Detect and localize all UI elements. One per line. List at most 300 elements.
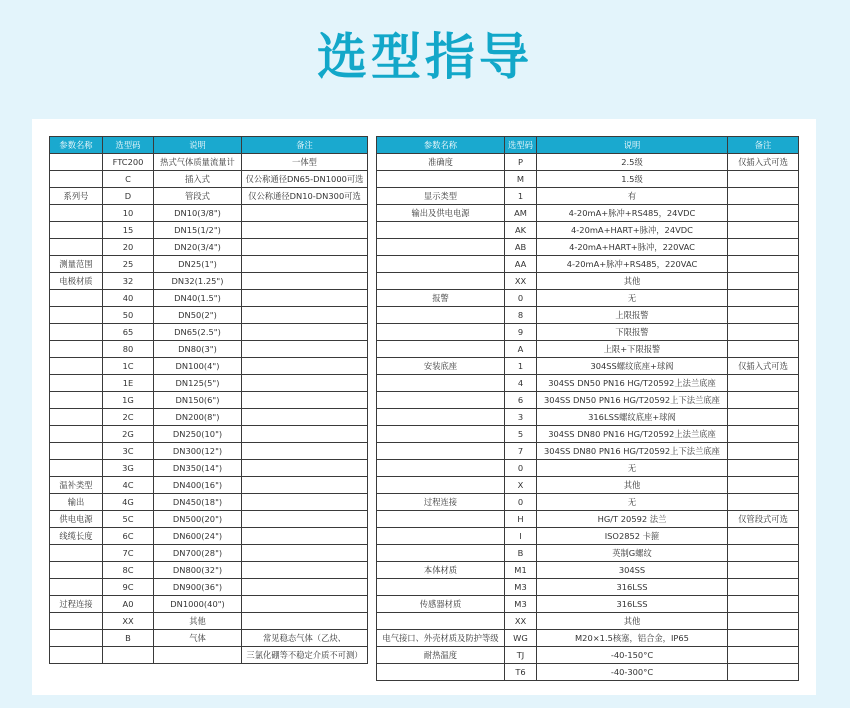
remark-cell — [728, 409, 799, 426]
param-name-cell: 安装底座 — [377, 358, 505, 375]
param-name-cell: 电极材质 — [50, 273, 103, 290]
table-row — [50, 596, 368, 613]
remark-cell — [728, 494, 799, 511]
header-description: 说明 — [154, 137, 242, 154]
code-cell: 1 — [505, 358, 537, 375]
code-cell: 4C — [103, 477, 154, 494]
remark-cell — [242, 460, 368, 477]
code-cell: M3 — [505, 596, 537, 613]
code-cell: 9C — [103, 579, 154, 596]
description-cell: 英制G螺纹 — [537, 545, 728, 562]
remark-cell — [728, 579, 799, 596]
description-cell: DN125(5") — [154, 375, 242, 392]
table-row — [50, 188, 368, 205]
code-cell: I — [505, 528, 537, 545]
table-row — [377, 630, 799, 647]
table-row — [50, 324, 368, 341]
param-name-cell: 传感器材质 — [377, 596, 505, 613]
param-name-cell — [377, 341, 505, 358]
code-cell: 5 — [505, 426, 537, 443]
header-param-name: 参数名称 — [50, 137, 103, 154]
table-row — [377, 188, 799, 205]
param-name-cell: 显示类型 — [377, 188, 505, 205]
code-cell: B — [505, 545, 537, 562]
remark-cell — [728, 375, 799, 392]
table-row — [377, 222, 799, 239]
code-cell: A0 — [103, 596, 154, 613]
remark-cell — [728, 290, 799, 307]
code-cell: WG — [505, 630, 537, 647]
code-cell: H — [505, 511, 537, 528]
table-row — [50, 290, 368, 307]
code-cell: C — [103, 171, 154, 188]
remark-cell — [728, 477, 799, 494]
left-spec-table — [49, 136, 368, 664]
table-row — [377, 528, 799, 545]
table-row — [50, 443, 368, 460]
code-cell: M — [505, 171, 537, 188]
param-name-cell — [50, 375, 103, 392]
description-cell: 无 — [537, 290, 728, 307]
code-cell: 20 — [103, 239, 154, 256]
param-name-cell — [50, 647, 103, 664]
description-cell: 304SS DN50 PN16 HG/T20592上法兰底座 — [537, 375, 728, 392]
code-cell: 0 — [505, 290, 537, 307]
remark-cell — [728, 596, 799, 613]
description-cell: 316LSS — [537, 579, 728, 596]
description-cell: M20×1.5核塞，铝合金，IP65 — [537, 630, 728, 647]
remark-cell — [728, 188, 799, 205]
code-cell: 1G — [103, 392, 154, 409]
param-name-cell — [50, 171, 103, 188]
remark-cell — [242, 511, 368, 528]
remark-cell: 仅管段式可选 — [728, 511, 799, 528]
code-cell: M3 — [505, 579, 537, 596]
description-cell: DN50(2") — [154, 307, 242, 324]
remark-cell — [728, 239, 799, 256]
remark-cell: 仅公称通径DN65-DN1000可选 — [242, 171, 368, 188]
code-cell: P — [505, 154, 537, 171]
code-cell: XX — [505, 613, 537, 630]
remark-cell — [242, 273, 368, 290]
description-cell: 下限报警 — [537, 324, 728, 341]
remark-cell — [242, 613, 368, 630]
table-row — [377, 596, 799, 613]
remark-cell — [242, 324, 368, 341]
description-cell: 插入式 — [154, 171, 242, 188]
code-cell: 8 — [505, 307, 537, 324]
description-cell: DN700(28") — [154, 545, 242, 562]
param-name-cell: 电气接口、外壳材质及防护等级 — [377, 630, 505, 647]
param-name-cell — [50, 154, 103, 171]
code-cell: M1 — [505, 562, 537, 579]
description-cell: DN600(24") — [154, 528, 242, 545]
table-row — [50, 375, 368, 392]
remark-cell — [728, 341, 799, 358]
description-cell: -40-150°C — [537, 647, 728, 664]
table-row — [377, 358, 799, 375]
description-cell: DN900(36") — [154, 579, 242, 596]
param-name-cell — [377, 511, 505, 528]
remark-cell: 一体型 — [242, 154, 368, 171]
description-cell: DN40(1.5") — [154, 290, 242, 307]
description-cell: DN250(10") — [154, 426, 242, 443]
table-row — [377, 324, 799, 341]
table-row — [50, 647, 368, 664]
param-name-cell — [377, 579, 505, 596]
param-name-cell: 本体材质 — [377, 562, 505, 579]
table-row — [50, 613, 368, 630]
param-name-cell — [377, 256, 505, 273]
remark-cell — [242, 562, 368, 579]
param-name-cell — [50, 222, 103, 239]
param-name-cell — [377, 222, 505, 239]
param-name-cell — [377, 613, 505, 630]
table-row — [377, 562, 799, 579]
param-name-cell — [50, 324, 103, 341]
description-cell: DN10(3/8") — [154, 205, 242, 222]
description-cell: DN450(18") — [154, 494, 242, 511]
table-row — [377, 613, 799, 630]
table-row — [377, 647, 799, 664]
remark-cell — [242, 443, 368, 460]
table-row — [377, 375, 799, 392]
description-cell: DN80(3") — [154, 341, 242, 358]
param-name-cell — [377, 477, 505, 494]
description-cell: 4-20mA+HART+脉冲，220VAC — [537, 239, 728, 256]
description-cell: 热式气体质量流量计 — [154, 154, 242, 171]
remark-cell — [728, 443, 799, 460]
param-name-cell — [50, 460, 103, 477]
table-row — [377, 545, 799, 562]
table-row — [377, 392, 799, 409]
table-row — [50, 426, 368, 443]
code-cell: 4 — [505, 375, 537, 392]
remark-cell — [728, 273, 799, 290]
table-row — [50, 222, 368, 239]
remark-cell — [242, 205, 368, 222]
param-name-cell — [50, 562, 103, 579]
table-row — [50, 409, 368, 426]
table-row — [50, 341, 368, 358]
table-row — [50, 239, 368, 256]
remark-cell — [242, 375, 368, 392]
param-name-cell — [50, 443, 103, 460]
remark-cell — [242, 494, 368, 511]
param-name-cell: 输出 — [50, 494, 103, 511]
right-spec-table — [376, 136, 799, 681]
left-table-body — [50, 154, 368, 664]
remark-cell — [242, 596, 368, 613]
param-name-cell — [50, 630, 103, 647]
param-name-cell: 温补类型 — [50, 477, 103, 494]
description-cell: 2.5级 — [537, 154, 728, 171]
description-cell: 304SS DN80 PN16 HG/T20592上下法兰底座 — [537, 443, 728, 460]
description-cell: 气体 — [154, 630, 242, 647]
param-name-cell — [377, 307, 505, 324]
param-name-cell: 报警 — [377, 290, 505, 307]
remark-cell — [728, 392, 799, 409]
header-param-name: 参数名称 — [377, 137, 505, 154]
remark-cell — [242, 528, 368, 545]
table-row — [377, 307, 799, 324]
param-name-cell — [377, 426, 505, 443]
table-row — [50, 562, 368, 579]
remark-cell — [728, 307, 799, 324]
code-cell: 1E — [103, 375, 154, 392]
code-cell: T6 — [505, 664, 537, 681]
description-cell: DN15(1/2") — [154, 222, 242, 239]
description-cell: 316LSS螺纹底座+球阀 — [537, 409, 728, 426]
selection-guide-panel — [32, 119, 816, 695]
description-cell: 无 — [537, 460, 728, 477]
table-row — [377, 409, 799, 426]
code-cell: A — [505, 341, 537, 358]
description-cell: DN400(16") — [154, 477, 242, 494]
code-cell: 7C — [103, 545, 154, 562]
code-cell: XX — [103, 613, 154, 630]
description-cell: DN25(1") — [154, 256, 242, 273]
table-row — [377, 579, 799, 596]
table-row — [50, 392, 368, 409]
code-cell: 10 — [103, 205, 154, 222]
param-name-cell — [50, 358, 103, 375]
code-cell: 40 — [103, 290, 154, 307]
description-cell: 上限报警 — [537, 307, 728, 324]
remark-cell — [728, 222, 799, 239]
param-name-cell: 供电电源 — [50, 511, 103, 528]
table-row — [50, 171, 368, 188]
code-cell: TJ — [505, 647, 537, 664]
table-header-row — [377, 137, 799, 154]
table-row — [50, 630, 368, 647]
remark-cell — [242, 426, 368, 443]
param-name-cell — [377, 375, 505, 392]
remark-cell: 三氯化硼等不稳定介质不可测） — [242, 647, 368, 664]
table-row — [50, 528, 368, 545]
code-cell: B — [103, 630, 154, 647]
remark-cell — [242, 392, 368, 409]
description-cell: 无 — [537, 494, 728, 511]
param-name-cell: 测量范围 — [50, 256, 103, 273]
description-cell: DN1000(40") — [154, 596, 242, 613]
code-cell — [103, 647, 154, 664]
code-cell: 4G — [103, 494, 154, 511]
remark-cell — [728, 426, 799, 443]
table-row — [50, 307, 368, 324]
description-cell: 304SS — [537, 562, 728, 579]
description-cell: 其他 — [537, 477, 728, 494]
param-name-cell — [377, 460, 505, 477]
param-name-cell — [50, 205, 103, 222]
description-cell: DN800(32") — [154, 562, 242, 579]
param-name-cell: 过程连接 — [377, 494, 505, 511]
code-cell: 8C — [103, 562, 154, 579]
code-cell: 1 — [505, 188, 537, 205]
description-cell: 304SS DN80 PN16 HG/T20592上法兰底座 — [537, 426, 728, 443]
code-cell: AK — [505, 222, 537, 239]
description-cell: DN200(8") — [154, 409, 242, 426]
param-name-cell — [50, 307, 103, 324]
param-name-cell — [377, 171, 505, 188]
description-cell: DN20(3/4") — [154, 239, 242, 256]
description-cell: -40-300°C — [537, 664, 728, 681]
header-code: 选型码 — [505, 137, 537, 154]
param-name-cell — [50, 409, 103, 426]
table-row — [377, 494, 799, 511]
code-cell: AM — [505, 205, 537, 222]
code-cell: 2G — [103, 426, 154, 443]
code-cell: 3C — [103, 443, 154, 460]
param-name-cell — [377, 239, 505, 256]
description-cell — [154, 647, 242, 664]
param-name-cell — [50, 341, 103, 358]
description-cell: DN32(1.25") — [154, 273, 242, 290]
param-name-cell — [377, 324, 505, 341]
code-cell: 0 — [505, 460, 537, 477]
code-cell: AB — [505, 239, 537, 256]
remark-cell — [242, 579, 368, 596]
param-name-cell — [377, 409, 505, 426]
table-row — [50, 154, 368, 171]
table-row — [50, 511, 368, 528]
param-name-cell — [50, 239, 103, 256]
table-row — [50, 579, 368, 596]
param-name-cell — [50, 392, 103, 409]
param-name-cell: 过程连接 — [50, 596, 103, 613]
code-cell: 50 — [103, 307, 154, 324]
description-cell: DN300(12") — [154, 443, 242, 460]
code-cell: 25 — [103, 256, 154, 273]
code-cell: XX — [505, 273, 537, 290]
remark-cell — [728, 205, 799, 222]
code-cell: 15 — [103, 222, 154, 239]
page-title: 选型指导 — [317, 28, 533, 86]
table-row — [50, 256, 368, 273]
remark-cell: 常见稳态气体（乙炔、 — [242, 630, 368, 647]
param-name-cell — [50, 426, 103, 443]
table-row — [377, 256, 799, 273]
code-cell: 2C — [103, 409, 154, 426]
remark-cell — [242, 477, 368, 494]
remark-cell — [728, 647, 799, 664]
code-cell: X — [505, 477, 537, 494]
description-cell: 管段式 — [154, 188, 242, 205]
remark-cell — [728, 630, 799, 647]
remark-cell — [242, 545, 368, 562]
remark-cell — [242, 358, 368, 375]
header-remark: 备注 — [242, 137, 368, 154]
remark-cell — [728, 613, 799, 630]
description-cell: DN500(20") — [154, 511, 242, 528]
param-name-cell: 输出及供电电源 — [377, 205, 505, 222]
table-row — [377, 511, 799, 528]
table-header-row — [50, 137, 368, 154]
description-cell: DN350(14") — [154, 460, 242, 477]
remark-cell — [728, 528, 799, 545]
table-row — [50, 273, 368, 290]
description-cell: 1.5级 — [537, 171, 728, 188]
code-cell: 6 — [505, 392, 537, 409]
table-row — [377, 426, 799, 443]
description-cell: 其他 — [154, 613, 242, 630]
description-cell: 4-20mA+HART+脉冲，24VDC — [537, 222, 728, 239]
code-cell: 65 — [103, 324, 154, 341]
param-name-cell — [377, 392, 505, 409]
remark-cell — [242, 409, 368, 426]
description-cell: 304SS DN50 PN16 HG/T20592上下法兰底座 — [537, 392, 728, 409]
code-cell: AA — [505, 256, 537, 273]
code-cell: 7 — [505, 443, 537, 460]
table-row — [50, 545, 368, 562]
code-cell: 3 — [505, 409, 537, 426]
table-row — [377, 239, 799, 256]
right-table-body — [377, 154, 799, 681]
remark-cell: 仅插入式可选 — [728, 154, 799, 171]
remark-cell — [728, 545, 799, 562]
description-cell: 4-20mA+脉冲+RS485，24VDC — [537, 205, 728, 222]
code-cell: 6C — [103, 528, 154, 545]
param-name-cell — [377, 545, 505, 562]
code-cell: 3G — [103, 460, 154, 477]
header-code: 选型码 — [103, 137, 154, 154]
remark-cell: 仅公称通径DN10-DN300可选 — [242, 188, 368, 205]
description-cell: 316LSS — [537, 596, 728, 613]
code-cell: 1C — [103, 358, 154, 375]
description-cell: ISO2852 卡箍 — [537, 528, 728, 545]
remark-cell — [242, 222, 368, 239]
param-name-cell: 准确度 — [377, 154, 505, 171]
param-name-cell — [377, 443, 505, 460]
param-name-cell: 系列号 — [50, 188, 103, 205]
remark-cell — [242, 307, 368, 324]
remark-cell — [728, 664, 799, 681]
code-cell: 5C — [103, 511, 154, 528]
description-cell: DN150(6") — [154, 392, 242, 409]
param-name-cell — [377, 664, 505, 681]
description-cell: DN65(2.5") — [154, 324, 242, 341]
remark-cell — [728, 256, 799, 273]
remark-cell — [728, 460, 799, 477]
param-name-cell — [50, 579, 103, 596]
remark-cell — [728, 324, 799, 341]
table-row — [377, 443, 799, 460]
table-row — [377, 341, 799, 358]
table-row — [50, 460, 368, 477]
description-cell: 其他 — [537, 273, 728, 290]
remark-cell — [242, 239, 368, 256]
table-row — [50, 494, 368, 511]
remark-cell — [242, 290, 368, 307]
code-cell: 32 — [103, 273, 154, 290]
table-row — [377, 154, 799, 171]
header-remark: 备注 — [728, 137, 799, 154]
table-row — [377, 171, 799, 188]
table-row — [377, 477, 799, 494]
table-row — [377, 290, 799, 307]
param-name-cell: 耐热温度 — [377, 647, 505, 664]
param-name-cell — [50, 545, 103, 562]
code-cell: FTC200 — [103, 154, 154, 171]
remark-cell — [242, 341, 368, 358]
code-cell: 9 — [505, 324, 537, 341]
header-description: 说明 — [537, 137, 728, 154]
description-cell: DN100(4") — [154, 358, 242, 375]
description-cell: 304SS螺纹底座+球阀 — [537, 358, 728, 375]
code-cell: 0 — [505, 494, 537, 511]
remark-cell: 仅插入式可选 — [728, 358, 799, 375]
table-row — [377, 664, 799, 681]
